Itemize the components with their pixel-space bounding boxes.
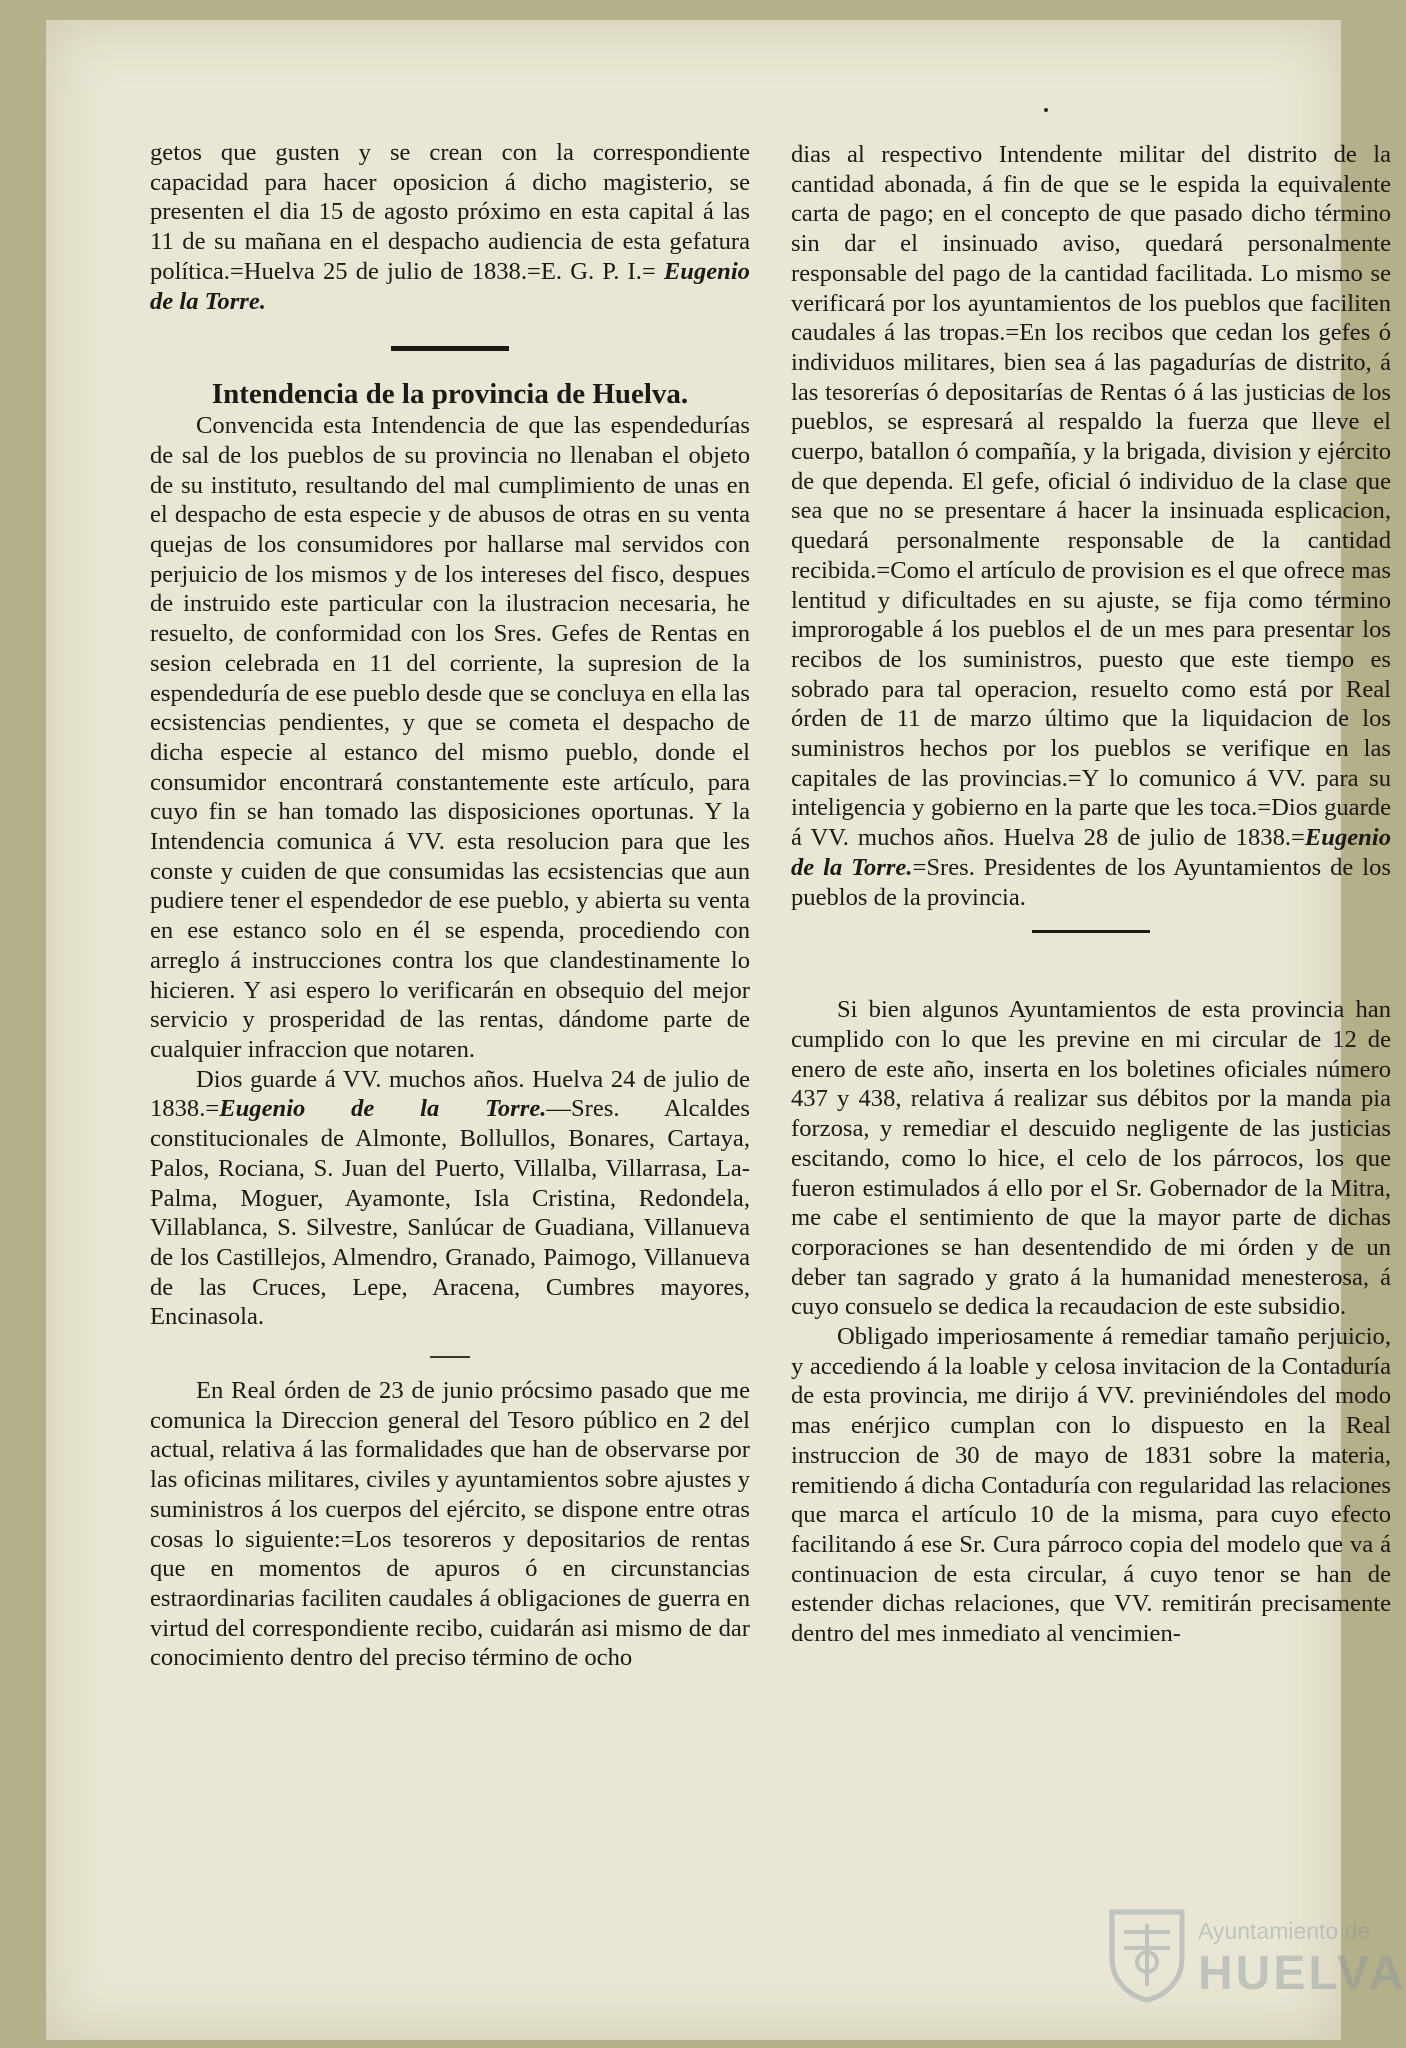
paragraph-royal-order: En Real órden de 23 de junio prócsimo pasado que me comunica la Direccion general del Tesoro público en 2 del actual, relativa á las formalidades que han de observarse por las oficinas militares, civiles y ayuntamientos sobre ajustes y suministros á los cuerpos del ejército, se dispone entre otras cosas lo siguiente:=Los tesoreros y depositarios de rentas que en momentos de apuros ó en circunstancias estraordinarias faciliten caudales á obligaciones de guerra en virtud del correspondiente recibo, cuidarán asi mismo de dar conocimiento dentro del preciso término de ocho [150,1377,750,1672]
signature: Eugenio de la Torre. [150,257,750,315]
paragraph-salt-shops: Convencida esta Intendencia de que las espendedurías de sal de los pueblos de su provincia no llenaban el objeto de su instituto, resultando del mal cumplimiento de unas en el despacho de esta especie y de abusos de otras en su venta quejas de los consumidores por hallarse mal servidos con perjuicio de los mismos y de los intereses del fisco, despues de instruido este particular con la ilustracion necesaria, he resuelto, de conformidad con los Sres. Gefes de Rentas en sesion celebrada en 11 del corriente, la supresion de la espendeduría de ese pueblo desde que se concluya en ella las ecsistencias pendientes, y que se cometa el despacho de dicha especie al estanco del mismo pueblo, donde el consumidor encontrará constantemente este artículo, para cuyo fin se han tomado las disposiciones oportunas. Y la Intendencia comunica á VV. esta resolucion para que les conste y cuiden de que consumidas las ecsistencias que aun pudiere tener el espendedor de ese pueblo, y abierta su venta en ese estanco solo en él se espenda, procediendo con arreglo á instrucciones contra los que clandestinamente lo hicieren. Y asi espero lo verificarán en obsequio del mejor servicio y prosperidad de las rentas, dándome parte de cualquier infraccion que notaren. [150,412,750,1063]
right-column [791,140,1391,1649]
paragraph-continuation: dias al respectivo Intendente militar del distrito de la cantidad abonada, á fin de que se le espida la equivalente carta de pago; en el concepto de que pasado dicho término sin dar el insinuado aviso, quedará personalmente responsable del pago de la cantidad facilitada. Lo mismo se verificará por los ayuntamientos de los pueblos que faciliten caudales á las tropas.=En los recibos que cedan los gefes ó individuos militares, bien sea á las pagadurías de distrito, á las tesorerías ó depositarías de Rentas ó á las justicias de los pueblos, se espresará al respaldo la fuerza que lleve el cuerpo, batallon ó compañía, y la brigada, division y ejército de que dependa. El gefe, oficial ó individuo de la clase que sea que no se presentare á hacer la insinuada esplicacion, quedará personalmente responsable de la cantidad recibida.=Como el artículo de provision es el que ofrece mas lentitud y dificultades en su ajuste, se fija como término improrogable á los pueblos el de un mes para presentar los recibos de los suministros, puesto que este tiempo es sobrado para tal operacion, resuelto como está por Real órden de 11 de marzo último que la liquidacion de los suministros hechos por los pueblos se verifique en las capitales de las provincias.=Y lo comunico á VV. para su inteligencia y gobierno en la parte que les toca.=Dios guarde á VV. muchos años. Huelva 28 de julio de 1838.=Eugenio de la Torre.=Sres. Presidentes de los Ayuntamientos de los pueblos de la provincia. [791,141,1391,911]
paragraph-obligado: Obligado imperiosamente á remediar tamaño perjuicio, y accediendo á la loable y celosa invitacion de la Contaduría de esta provincia, me dirijo á VV. previniéndoles del modo mas enérjico cumplan con lo dispuesto en la Real instruccion de 30 de mayo de 1831 sobre la materia, remitiendo á dicha Contaduría con regularidad las relaciones que marca el artículo 10 de la misma, para cuyo efecto facilitando á ese Sr. Cura párroco copia del modelo que va á continuacion de esta circular, á cuyo tenor se han de estender dichas relaciones, que VV. remitirán precisamente dentro del mes inmediato al vencimien- [791,1323,1391,1648]
paragraph-continuation: getos que gusten y se crean con la correspondiente capacidad para hacer oposicion á dicho magisterio, se presenten el dia 15 de agosto próximo en esta capital á las 11 de su mañana en el despacho audiencia de esta gefatura política.=Huelva 25 de julio de 1838.=E. G. P. I.= Eugenio de la Torre. [150,139,750,315]
archive-watermark [1106,1900,1406,2010]
watermark-line1: Ayuntamiento de [1198,1918,1371,1944]
section-title: Intendencia de la provincia de Huelva. [211,378,689,411]
section-divider [391,346,509,351]
section-divider [1032,930,1150,933]
page-mark [1044,108,1048,112]
signature: Eugenio de la Torre. [791,824,1391,881]
paragraph-closing: Dios guarde á VV. muchos años. Huelva 24 de julio de 1838.=Eugenio de la Torre.—Sres. Alcaldes constitucionales de Almonte, Bollullos, Bonares, Cartaya, Palos, Rociana, S. Juan del Puerto, Villalba, Villarrasa, La-Palma, Moguer, Ayamonte, Isla Cristina, Redondela, Villablanca, S. Silvestre, Sanlúcar de Guadiana, Villanueva de los Castillejos, Almendro, Granado, Paimogo, Villanueva de las Cruces, Lepe, Aracena, Cumbres mayores, Encinasola. [150,1065,750,1331]
paragraph-ayuntamientos: Si bien algunos Ayuntamientos de esta provincia han cumplido con lo que les previne en mi circular de 12 de enero de este año, inserta en los boletines oficiales número 437 y 438, relativa á realizar sus débitos por la manda pia forzosa, y remediar el descuido negligente de las justicias escitando, como lo hice, el celo de los párrocos, los que fueron estimulados á ello por el Sr. Gobernador de la Mitra, me cabe el sentimiento de que la mayor parte de dichas corporaciones se han desentendido de mi órden y de un deber tan sagrado y grato á la humanidad menesterosa, á cuyo consuelo se dedica la recaudacion de este subsidio. [791,996,1391,1321]
watermark-line2: HUELVA [1198,1947,1406,2000]
signature: Eugenio de la Torre. [219,1095,547,1123]
paragraph-divider [430,1356,470,1358]
left-column [150,138,750,1673]
newspaper-page [46,20,1406,2040]
city-coat-of-arms-icon [1106,1902,1188,2002]
